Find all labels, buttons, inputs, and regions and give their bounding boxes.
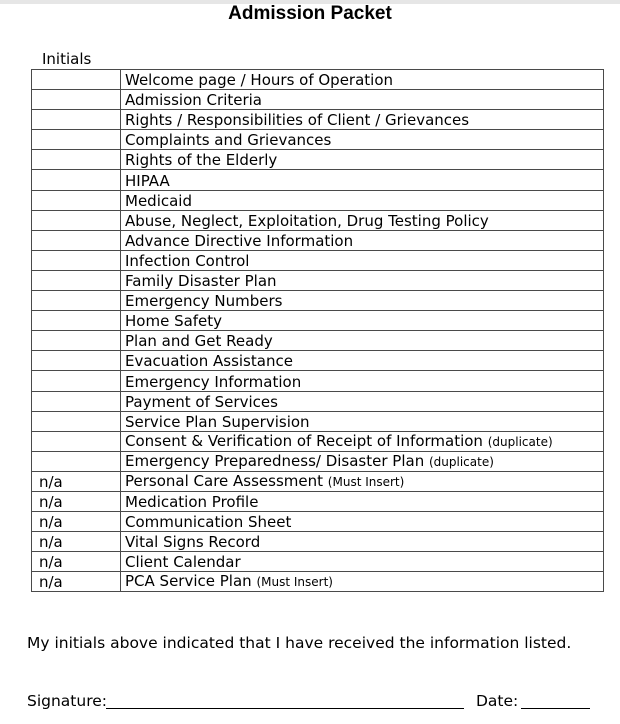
- item-cell: [121, 110, 604, 130]
- item-label: Emergency Numbers: [125, 292, 283, 311]
- item-cell: [121, 371, 604, 391]
- initials-cell[interactable]: [32, 451, 121, 471]
- item-cell: [121, 130, 604, 150]
- item-cell: [121, 491, 604, 511]
- initials-cell[interactable]: [32, 291, 121, 311]
- item-label: Welcome page / Hours of Operation: [125, 71, 394, 90]
- item-label: Emergency Information: [125, 372, 302, 391]
- item-note: (duplicate): [428, 454, 494, 469]
- item-cell: [121, 572, 604, 592]
- initials-cell[interactable]: [32, 230, 121, 250]
- item-cell: [121, 291, 604, 311]
- checklist-row: [32, 512, 604, 532]
- initials-cell[interactable]: [32, 270, 121, 290]
- item-label: Medicaid: [125, 191, 192, 210]
- initials-cell[interactable]: [32, 170, 121, 190]
- checklist-row: [32, 552, 604, 572]
- checklist-row: [32, 471, 604, 491]
- item-label: Family Disaster Plan: [125, 272, 277, 291]
- item-cell: [121, 471, 604, 491]
- initials-cell[interactable]: [32, 351, 121, 371]
- checklist-row: [32, 491, 604, 511]
- item-cell: [121, 431, 604, 451]
- item-cell: [121, 230, 604, 250]
- item-label: Home Safety: [125, 312, 223, 331]
- checklist-row: [32, 130, 604, 150]
- checklist-row: [32, 572, 604, 592]
- checklist-row: [32, 90, 604, 110]
- initials-cell[interactable]: n/a: [32, 552, 121, 572]
- item-label: Payment of Services: [125, 392, 278, 411]
- initials-cell[interactable]: [32, 371, 121, 391]
- item-label: Vital Signs Record: [125, 533, 261, 552]
- item-cell: [121, 150, 604, 170]
- item-label: Consent & Verification of Receipt of Information: [125, 431, 483, 450]
- checklist-row: [32, 150, 604, 170]
- checklist-row: [32, 331, 604, 351]
- initials-cell[interactable]: [32, 210, 121, 230]
- checklist-rows: [32, 70, 604, 592]
- checklist-row: [32, 371, 604, 391]
- date-label: Date:: [476, 692, 519, 710]
- initials-cell[interactable]: [32, 130, 121, 150]
- initials-cell[interactable]: n/a: [32, 532, 121, 552]
- checklist-row: [32, 170, 604, 190]
- item-label: Complaints and Grievances: [125, 131, 332, 150]
- item-cell: [121, 552, 604, 572]
- checklist-row: [32, 431, 604, 451]
- item-cell: [121, 311, 604, 331]
- acknowledgement-text: My initials above indicated that I have received the information listed.: [27, 634, 572, 652]
- item-note: (Must Insert): [256, 575, 333, 590]
- checklist-row: [32, 532, 604, 552]
- checklist-row: [32, 291, 604, 311]
- initials-cell[interactable]: [32, 311, 121, 331]
- initials-cell[interactable]: [32, 70, 121, 90]
- item-label: PCA Service Plan: [125, 572, 252, 591]
- item-label: Emergency Preparedness/ Disaster Plan: [125, 451, 425, 470]
- item-cell: [121, 70, 604, 90]
- item-label: Infection Control: [125, 251, 250, 270]
- checklist-row: [32, 311, 604, 331]
- item-cell: [121, 170, 604, 190]
- checklist-row: [32, 451, 604, 471]
- item-label: Medication Profile: [125, 493, 259, 512]
- item-label: Rights of the Elderly: [125, 151, 278, 170]
- initials-cell[interactable]: n/a: [32, 572, 121, 592]
- item-cell: [121, 451, 604, 471]
- checklist-row: [32, 190, 604, 210]
- item-label: HIPAA: [125, 171, 170, 190]
- initials-cell[interactable]: n/a: [32, 512, 121, 532]
- initials-cell[interactable]: [32, 250, 121, 270]
- item-label: Client Calendar: [125, 553, 241, 572]
- initials-cell[interactable]: [32, 150, 121, 170]
- admission-checklist-table: [31, 69, 604, 592]
- item-cell: [121, 270, 604, 290]
- item-cell: [121, 190, 604, 210]
- checklist-row: [32, 250, 604, 270]
- initials-cell[interactable]: n/a: [32, 491, 121, 511]
- checklist-row: [32, 230, 604, 250]
- item-cell: [121, 90, 604, 110]
- item-label: Admission Criteria: [125, 91, 262, 110]
- item-label: Plan and Get Ready: [125, 332, 273, 351]
- item-label: Rights / Responsibilities of Client / Grievances: [125, 111, 470, 130]
- initials-cell[interactable]: [32, 190, 121, 210]
- checklist-row: [32, 70, 604, 90]
- date-line[interactable]: [521, 708, 590, 709]
- initials-cell[interactable]: [32, 391, 121, 411]
- item-label: Communication Sheet: [125, 513, 292, 532]
- initials-cell[interactable]: n/a: [32, 471, 121, 491]
- checklist-row: [32, 351, 604, 371]
- checklist-row: [32, 110, 604, 130]
- item-note: (Must Insert): [327, 474, 405, 489]
- initials-cell[interactable]: [32, 90, 121, 110]
- item-cell: [121, 210, 604, 230]
- item-label: Personal Care Assessment: [125, 471, 324, 490]
- item-cell: [121, 512, 604, 532]
- signature-label: Signature:: [27, 692, 107, 710]
- item-cell: [121, 250, 604, 270]
- item-note: (duplicate): [487, 434, 553, 449]
- initials-cell[interactable]: [32, 411, 121, 431]
- item-label: Abuse, Neglect, Exploitation, Drug Testing Policy: [125, 211, 489, 230]
- initials-column-header: Initials: [42, 50, 92, 68]
- signature-line[interactable]: [106, 708, 464, 709]
- checklist-row: [32, 270, 604, 290]
- item-cell: [121, 391, 604, 411]
- checklist-row: [32, 411, 604, 431]
- initials-cell[interactable]: [32, 331, 121, 351]
- checklist-row: [32, 391, 604, 411]
- initials-cell[interactable]: [32, 110, 121, 130]
- item-cell: [121, 331, 604, 351]
- item-cell: [121, 351, 604, 371]
- initials-cell[interactable]: [32, 431, 121, 451]
- item-label: Service Plan Supervision: [125, 412, 310, 431]
- item-label: Advance Directive Information: [125, 231, 354, 250]
- item-cell: [121, 532, 604, 552]
- checklist-row: [32, 210, 604, 230]
- item-label: Evacuation Assistance: [125, 352, 293, 371]
- page-title: Admission Packet: [228, 3, 392, 24]
- item-cell: [121, 411, 604, 431]
